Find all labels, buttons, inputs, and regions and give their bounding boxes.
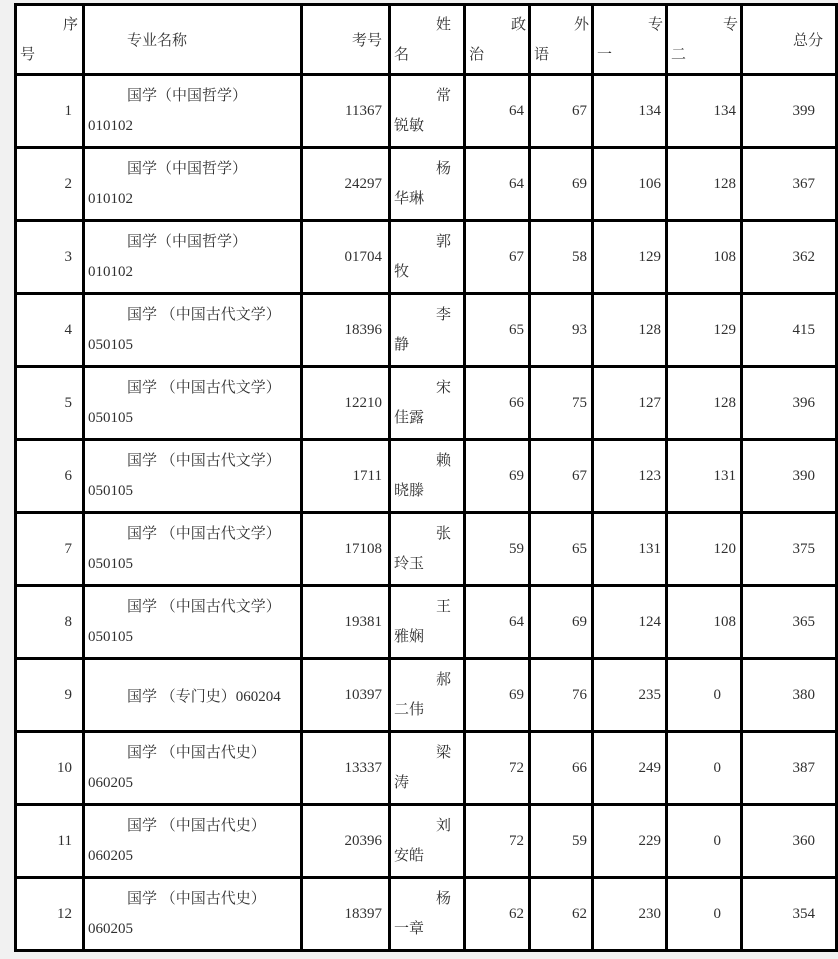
cell-total: 396 <box>742 367 837 440</box>
cell-sub1: 230 <box>593 878 667 951</box>
major-name: 国学 （中国古代文学） <box>127 526 281 542</box>
cell-name <box>390 75 465 148</box>
cell-sub2: 120 <box>667 513 742 586</box>
name-line1: 宋 <box>435 380 451 396</box>
cell-name <box>390 659 465 732</box>
table-row <box>16 732 837 805</box>
cell-seq: 10 <box>16 732 84 805</box>
cell-name <box>390 805 465 878</box>
cell-politics: 65 <box>465 294 530 367</box>
name-line2: 佳露 <box>394 410 425 426</box>
name-line2: 华琳 <box>394 191 425 207</box>
header-exam-no: 考号 <box>302 5 390 75</box>
cell-exam-no: 24297 <box>302 148 390 221</box>
name-line2: 牧 <box>394 264 410 280</box>
score-table-body <box>16 75 837 951</box>
cell-foreign: 59 <box>530 805 593 878</box>
name-line2: 二伟 <box>394 702 425 718</box>
major-code: 050105 <box>88 483 133 499</box>
header-politics <box>465 5 530 75</box>
cell-foreign: 93 <box>530 294 593 367</box>
header-politics-line2: 治 <box>469 46 485 63</box>
cell-major <box>84 148 302 221</box>
cell-sub1: 123 <box>593 440 667 513</box>
cell-seq: 1 <box>16 75 84 148</box>
table-row <box>16 221 837 294</box>
cell-major <box>84 513 302 586</box>
cell-seq: 3 <box>16 221 84 294</box>
major-code: 010102 <box>88 264 133 280</box>
major-code: 010102 <box>88 118 133 134</box>
cell-total: 390 <box>742 440 837 513</box>
cell-total: 415 <box>742 294 837 367</box>
table-row <box>16 440 837 513</box>
name-line1: 常 <box>435 88 451 104</box>
table-row <box>16 75 837 148</box>
name-line1: 郭 <box>435 234 451 250</box>
name-line1: 刘 <box>435 818 451 834</box>
header-seq-line1: 序 <box>62 16 78 33</box>
header-sub1 <box>593 5 667 75</box>
name-line1: 杨 <box>435 891 451 907</box>
header-name-line1: 姓 <box>435 16 451 33</box>
cell-seq: 6 <box>16 440 84 513</box>
major-name: 国学（中国哲学） <box>127 161 248 177</box>
cell-seq: 2 <box>16 148 84 221</box>
cell-total: 367 <box>742 148 837 221</box>
cell-foreign: 69 <box>530 148 593 221</box>
cell-name <box>390 367 465 440</box>
name-line1: 梁 <box>435 745 451 761</box>
name-line1: 李 <box>435 307 451 323</box>
cell-total: 362 <box>742 221 837 294</box>
name-line1: 郝 <box>435 672 451 688</box>
cell-name <box>390 878 465 951</box>
major-name: 国学 （中国古代文学） <box>127 307 281 323</box>
cell-major <box>84 440 302 513</box>
header-row <box>16 5 837 75</box>
cell-major <box>84 367 302 440</box>
cell-total: 399 <box>742 75 837 148</box>
cell-foreign: 69 <box>530 586 593 659</box>
cell-politics: 64 <box>465 75 530 148</box>
cell-sub2: 129 <box>667 294 742 367</box>
header-sub2 <box>667 5 742 75</box>
cell-name <box>390 440 465 513</box>
major-code: 050105 <box>88 629 133 645</box>
cell-name <box>390 294 465 367</box>
name-line2: 晓滕 <box>394 483 425 499</box>
cell-major <box>84 586 302 659</box>
cell-seq: 4 <box>16 294 84 367</box>
header-politics-line1: 政 <box>510 16 526 33</box>
cell-politics: 72 <box>465 732 530 805</box>
cell-exam-no: 13337 <box>302 732 390 805</box>
cell-politics: 64 <box>465 586 530 659</box>
major-name: 国学 （专门史）060204 <box>127 688 281 705</box>
cell-total: 387 <box>742 732 837 805</box>
cell-exam-no: 20396 <box>302 805 390 878</box>
table-header <box>16 5 837 75</box>
cell-foreign: 76 <box>530 659 593 732</box>
header-sub2-line1: 专 <box>722 16 738 33</box>
cell-sub1: 128 <box>593 294 667 367</box>
major-name: 国学 （中国古代文学） <box>127 599 281 615</box>
cell-sub1: 124 <box>593 586 667 659</box>
cell-seq: 9 <box>16 659 84 732</box>
major-name: 国学 （中国古代史） <box>127 818 266 834</box>
cell-name <box>390 513 465 586</box>
cell-name <box>390 221 465 294</box>
cell-major <box>84 659 302 732</box>
cell-sub1: 235 <box>593 659 667 732</box>
cell-sub2: 0 <box>667 732 742 805</box>
cell-sub2: 0 <box>667 659 742 732</box>
cell-exam-no: 10397 <box>302 659 390 732</box>
major-code: 060205 <box>88 775 133 791</box>
cell-total: 360 <box>742 805 837 878</box>
major-code: 060205 <box>88 848 133 864</box>
cell-exam-no: 01704 <box>302 221 390 294</box>
table-row <box>16 659 837 732</box>
cell-foreign: 62 <box>530 878 593 951</box>
cell-seq: 11 <box>16 805 84 878</box>
name-line2: 锐敏 <box>394 118 425 134</box>
cell-major <box>84 732 302 805</box>
name-line1: 赖 <box>435 453 451 469</box>
cell-sub1: 229 <box>593 805 667 878</box>
header-sub1-line2: 一 <box>597 46 613 63</box>
cell-total: 365 <box>742 586 837 659</box>
cell-total: 354 <box>742 878 837 951</box>
cell-politics: 67 <box>465 221 530 294</box>
cell-seq: 12 <box>16 878 84 951</box>
cell-exam-no: 11367 <box>302 75 390 148</box>
cell-sub2: 0 <box>667 805 742 878</box>
major-name: 国学（中国哲学） <box>127 88 248 104</box>
cell-major <box>84 878 302 951</box>
major-code: 050105 <box>88 410 133 426</box>
cell-politics: 69 <box>465 659 530 732</box>
cell-sub2: 0 <box>667 878 742 951</box>
header-name-line2: 名 <box>394 46 410 63</box>
name-line1: 杨 <box>435 161 451 177</box>
table-row <box>16 805 837 878</box>
cell-exam-no: 18396 <box>302 294 390 367</box>
cell-total: 380 <box>742 659 837 732</box>
cell-name <box>390 586 465 659</box>
cell-sub2: 131 <box>667 440 742 513</box>
name-line2: 一章 <box>394 921 425 937</box>
cell-exam-no: 18397 <box>302 878 390 951</box>
major-code: 010102 <box>88 191 133 207</box>
cell-exam-no: 19381 <box>302 586 390 659</box>
cell-sub2: 108 <box>667 221 742 294</box>
cell-seq: 8 <box>16 586 84 659</box>
header-foreign-line1: 外 <box>573 16 589 33</box>
cell-politics: 62 <box>465 878 530 951</box>
cell-major <box>84 75 302 148</box>
cell-foreign: 67 <box>530 75 593 148</box>
table-row <box>16 367 837 440</box>
major-name: 国学 （中国古代史） <box>127 745 266 761</box>
cell-major <box>84 221 302 294</box>
header-name <box>390 5 465 75</box>
cell-major <box>84 294 302 367</box>
major-name: 国学 （中国古代文学） <box>127 453 281 469</box>
cell-sub1: 106 <box>593 148 667 221</box>
header-major: 专业名称 <box>84 5 302 75</box>
major-name: 国学（中国哲学） <box>127 234 248 250</box>
cell-sub1: 134 <box>593 75 667 148</box>
name-line2: 雅娴 <box>394 629 425 645</box>
major-code: 050105 <box>88 556 133 572</box>
cell-seq: 7 <box>16 513 84 586</box>
cell-sub2: 134 <box>667 75 742 148</box>
name-line2: 安皓 <box>394 848 425 864</box>
cell-foreign: 66 <box>530 732 593 805</box>
cell-major <box>84 805 302 878</box>
cell-politics: 64 <box>465 148 530 221</box>
cell-sub1: 129 <box>593 221 667 294</box>
cell-politics: 66 <box>465 367 530 440</box>
header-seq <box>16 5 84 75</box>
cell-foreign: 65 <box>530 513 593 586</box>
cell-sub2: 128 <box>667 367 742 440</box>
cell-sub1: 127 <box>593 367 667 440</box>
cell-exam-no: 17108 <box>302 513 390 586</box>
name-line2: 涛 <box>394 775 410 791</box>
major-code: 050105 <box>88 337 133 353</box>
cell-sub2: 108 <box>667 586 742 659</box>
cell-sub1: 131 <box>593 513 667 586</box>
cell-politics: 69 <box>465 440 530 513</box>
cell-total: 375 <box>742 513 837 586</box>
header-total: 总分 <box>742 5 837 75</box>
name-line1: 张 <box>435 526 451 542</box>
score-table <box>14 3 838 952</box>
cell-politics: 59 <box>465 513 530 586</box>
header-foreign <box>530 5 593 75</box>
header-foreign-line2: 语 <box>534 46 550 63</box>
cell-politics: 72 <box>465 805 530 878</box>
name-line1: 王 <box>435 599 451 615</box>
major-name: 国学 （中国古代文学） <box>127 380 281 396</box>
table-row <box>16 586 837 659</box>
major-name: 国学 （中国古代史） <box>127 891 266 907</box>
cell-seq: 5 <box>16 367 84 440</box>
cell-foreign: 75 <box>530 367 593 440</box>
table-row <box>16 878 837 951</box>
header-sub1-line1: 专 <box>647 16 663 33</box>
cell-foreign: 67 <box>530 440 593 513</box>
cell-exam-no: 12210 <box>302 367 390 440</box>
header-sub2-line2: 二 <box>671 46 687 63</box>
cell-exam-no: 1711 <box>302 440 390 513</box>
cell-foreign: 58 <box>530 221 593 294</box>
score-table-container <box>14 3 838 952</box>
cell-sub2: 128 <box>667 148 742 221</box>
table-row <box>16 294 837 367</box>
table-row <box>16 148 837 221</box>
table-row <box>16 513 837 586</box>
name-line2: 静 <box>394 337 410 353</box>
major-code: 060205 <box>88 921 133 937</box>
header-seq-line2: 号 <box>20 46 36 63</box>
name-line2: 玲玉 <box>394 556 425 572</box>
cell-sub1: 249 <box>593 732 667 805</box>
cell-name <box>390 148 465 221</box>
cell-name <box>390 732 465 805</box>
